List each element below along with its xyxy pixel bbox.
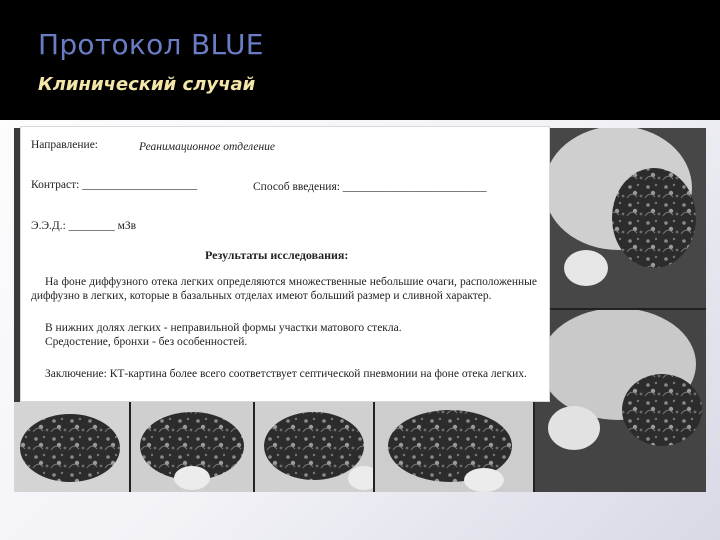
ct-report-document	[20, 126, 550, 402]
results-heading: Результаты исследования:	[205, 248, 349, 262]
mediastinum-paragraph: Средостение, бронхи - без особенностей.	[45, 336, 248, 348]
slide-title: Протокол BLUE	[38, 28, 264, 61]
direction-value: Реанимационное отделение	[139, 141, 276, 153]
slide-header	[0, 0, 720, 120]
slide-subtitle: Клинический случай	[38, 74, 256, 95]
route-label: Способ введения: _________________________	[253, 181, 487, 193]
ground-glass-paragraph: В нижних долях легких - неправильной формы участки матового стекла.	[45, 322, 402, 334]
contrast-label: Контраст: ____________________	[31, 179, 198, 191]
dose-label: Э.Э.Д.: ________ мЗв	[31, 220, 137, 232]
direction-row	[31, 139, 98, 151]
direction-label: Направление:	[31, 139, 98, 151]
conclusion-paragraph: Заключение: КТ-картина более всего соответствует септической пневмонии на фоне отека легких.	[45, 368, 527, 380]
findings-paragraph: На фоне диффузного отека легких определяются множественные небольшие очаги, расположенные диффузно в легких, которые в базальных отделах имеют больший размер и сливной характер.	[31, 276, 537, 302]
